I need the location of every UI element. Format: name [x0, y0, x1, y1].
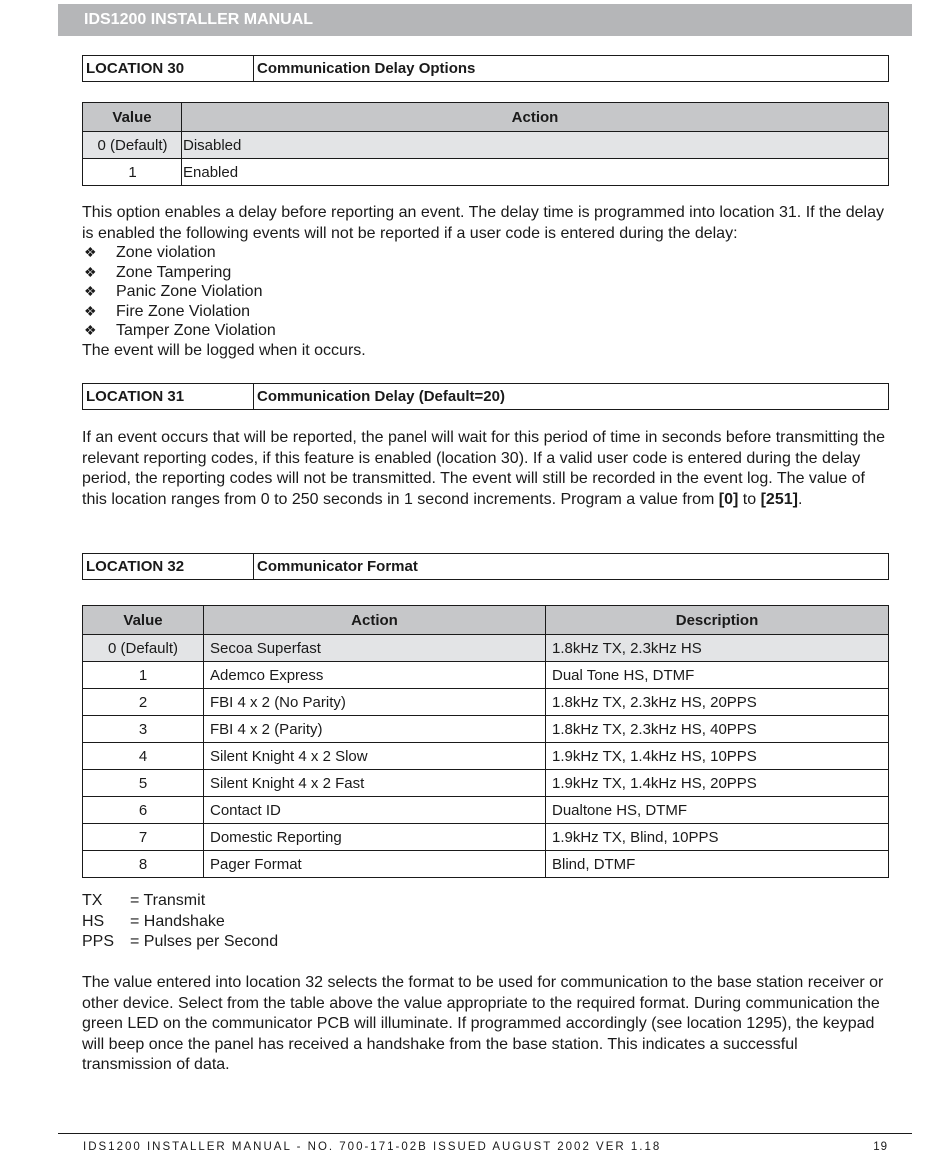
- description-cell: 1.8kHz TX, 2.3kHz HS, 40PPS: [546, 716, 889, 743]
- legend-row: [82, 932, 278, 953]
- abbreviation-meaning: = Handshake: [130, 912, 225, 930]
- location-32-heading: [82, 553, 889, 580]
- column-header: Value: [83, 606, 204, 635]
- diamond-bullet-icon: ❖: [84, 244, 97, 260]
- description-cell: 1.9kHz TX, 1.4kHz HS, 10PPS: [546, 743, 889, 770]
- action-cell: FBI 4 x 2 (No Parity): [204, 689, 546, 716]
- table-row: [83, 689, 889, 716]
- legend-row: [82, 912, 278, 933]
- diamond-bullet-icon: ❖: [84, 263, 97, 280]
- location-32-description: The value entered into location 32 selects the format to be used for communication to the base station receiver or other device. Select from the table above the value appropriate to the required format. During communication the green LED on the communicator PCB will illuminate. If programmed accordingly (see location 1295), the keypad will beep once the panel has received a handshake from the base station. This indicates a successful transmission of data.: [82, 974, 884, 1074]
- value-cell: 4: [83, 743, 204, 770]
- location-30-heading: [82, 55, 889, 82]
- action-cell: Silent Knight 4 x 2 Fast: [204, 770, 546, 797]
- table-row: [83, 824, 889, 851]
- description-cell: 1.8kHz TX, 2.3kHz HS: [546, 635, 889, 662]
- table-row: [83, 770, 889, 797]
- abbreviation-legend: [82, 891, 278, 953]
- table-row: [83, 743, 889, 770]
- table-header-row: [83, 103, 889, 132]
- page-number: 19: [873, 1141, 888, 1153]
- diamond-bullet-icon: ❖: [84, 283, 97, 299]
- abbreviation-meaning: = Transmit: [130, 892, 206, 909]
- table-row: [83, 159, 889, 186]
- location-31-description: If an event occurs that will be reported, the panel will wait for this period of time in seconds before transmitting the relevant reporting codes, if this feature is enabled (location 30). If a valid user code is entered during the delay period, the reporting codes will not be transmitted. The event will still be recorded in the event log. The value of this location ranges from 0 to 250 seconds in 1 second increments. Program a value from [0] to [251].: [82, 429, 886, 508]
- column-header: Value: [83, 103, 182, 132]
- location-label: LOCATION 30: [83, 56, 254, 81]
- abbreviation: TX: [82, 892, 103, 909]
- column-header: Action: [204, 606, 546, 635]
- value-cell: 1: [83, 159, 182, 186]
- location-label: LOCATION 31: [83, 384, 254, 409]
- location-title: Communication Delay Options: [257, 60, 476, 77]
- range-min: [0]: [718, 490, 739, 508]
- action-cell: Domestic Reporting: [204, 824, 546, 851]
- diamond-bullet-icon: ❖: [84, 322, 97, 338]
- value-cell: 7: [83, 824, 204, 851]
- column-header: Action: [182, 103, 889, 132]
- table-row: [83, 716, 889, 743]
- table-row: [83, 132, 889, 159]
- description-cell: 1.8kHz TX, 2.3kHz HS, 20PPS: [546, 689, 889, 716]
- footer-text: IDS1200 INSTALLER MANUAL - NO. 700-171-02B ISSUED AUGUST 2002 VER 1.18: [83, 1141, 662, 1153]
- location-title: Communication Delay (Default=20): [257, 388, 505, 405]
- table-row: [83, 851, 889, 878]
- description-cell: Blind, DTMF: [546, 851, 889, 878]
- abbreviation-meaning: = Pulses per Second: [130, 933, 279, 951]
- location-30-note: The event will be logged when it occurs.: [82, 342, 366, 359]
- value-cell: 8: [83, 851, 204, 878]
- action-cell: Secoa Superfast: [204, 635, 546, 662]
- abbreviation: PPS: [82, 933, 115, 951]
- table-row: [83, 635, 889, 662]
- location-32-table: [82, 605, 889, 878]
- action-cell: Ademco Express: [204, 662, 546, 689]
- table-row: [83, 797, 889, 824]
- legend-row: [82, 891, 278, 912]
- list-item: ❖ Zone violation: [84, 244, 216, 261]
- value-cell: 0 (Default): [83, 635, 204, 662]
- footer-divider: [58, 1133, 912, 1134]
- value-cell: 5: [83, 770, 204, 797]
- location-30-table: [82, 102, 889, 186]
- location-31-heading: [82, 383, 889, 410]
- list-item: ❖ Panic Zone Violation: [84, 283, 263, 300]
- description-cell: Dualtone HS, DTMF: [546, 797, 889, 824]
- list-item: ❖ Tamper Zone Violation: [84, 322, 276, 339]
- location-title: Communicator Format: [257, 558, 418, 575]
- header-title: IDS1200 INSTALLER MANUAL: [84, 11, 314, 28]
- location-30-description: This option enables a delay before reporting an event. The delay time is programmed into location 31. If the delay is enabled the following events will not be reported if a user code is entered during the delay:: [82, 204, 884, 242]
- list-item: ❖ Fire Zone Violation: [84, 302, 250, 320]
- action-cell: Contact ID: [204, 797, 546, 824]
- table-header-row: [83, 606, 889, 635]
- value-cell: 2: [83, 689, 204, 716]
- value-cell: 3: [83, 716, 204, 743]
- location-label: LOCATION 32: [83, 554, 254, 579]
- table-row: [83, 662, 889, 689]
- abbreviation: HS: [82, 912, 105, 930]
- list-item: ❖ Zone Tampering: [84, 263, 232, 281]
- description-cell: 1.9kHz TX, Blind, 10PPS: [546, 824, 889, 851]
- value-cell: 6: [83, 797, 204, 824]
- description-cell: 1.9kHz TX, 1.4kHz HS, 20PPS: [546, 770, 889, 797]
- column-header: Description: [546, 606, 889, 635]
- action-cell: Disabled: [182, 132, 889, 159]
- value-cell: 0 (Default): [83, 132, 182, 159]
- value-cell: 1: [83, 662, 204, 689]
- range-max: [251]: [760, 490, 798, 508]
- description-cell: Dual Tone HS, DTMF: [546, 662, 889, 689]
- page-header: [58, 4, 912, 36]
- bullet-list: [82, 243, 276, 341]
- action-cell: Pager Format: [204, 851, 546, 878]
- action-cell: Silent Knight 4 x 2 Slow: [204, 743, 546, 770]
- diamond-bullet-icon: ❖: [84, 302, 97, 319]
- action-cell: Enabled: [182, 159, 889, 186]
- action-cell: FBI 4 x 2 (Parity): [204, 716, 546, 743]
